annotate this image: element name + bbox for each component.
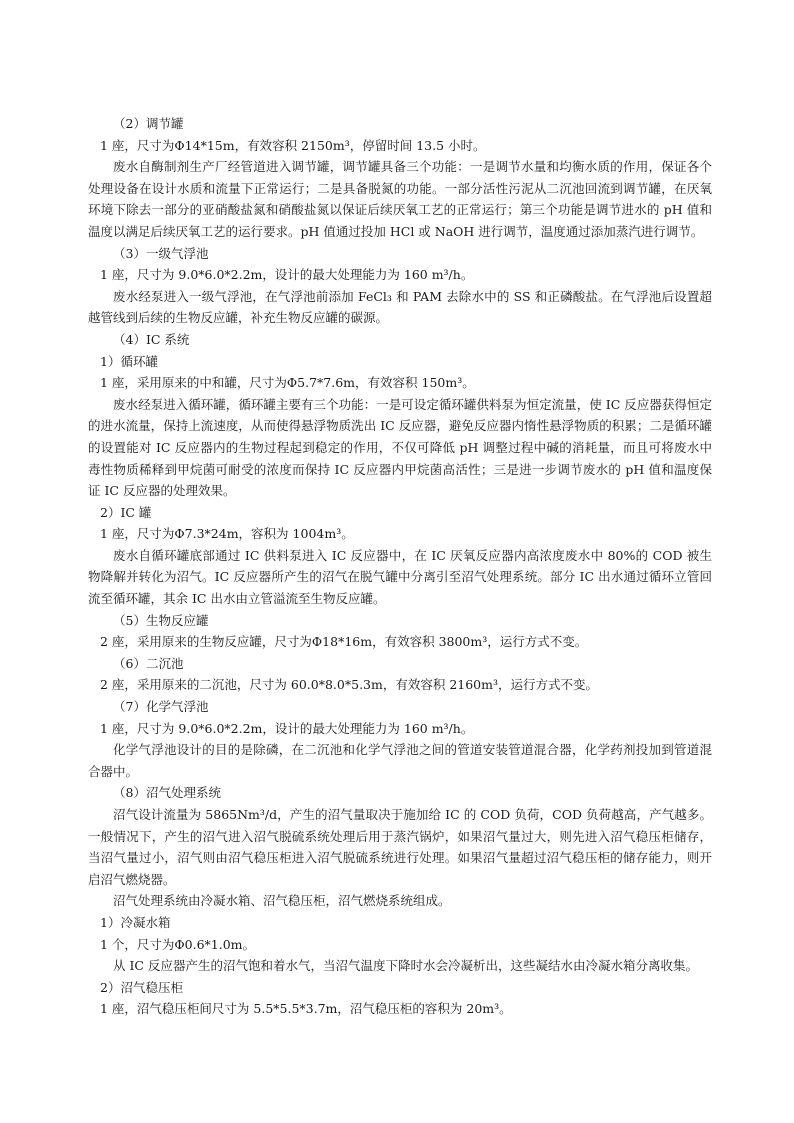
section-heading: （8）沼气处理系统: [113, 785, 221, 801]
spec-line: 1 座，尺寸为Φ14*15m，有效容积 2150m³，停留时间 13.5 小时。: [100, 137, 486, 153]
document-body: [88, 113, 712, 1020]
paragraph: 废水自循环罐底部通过 IC 供料泵进入 IC 反应器中，在 IC 厌氧反应器内高浓度废水中 80%的 COD 被生物降解并转化为沼气。IC 反应器所产生的沼气在脱气罐中分离引至沼气处理系统。部分 IC 出水通过循环立管回流至循环罐，其余 IC 出水由立管溢流至生物反应罐。: [88, 547, 712, 607]
section-heading: （2）调节罐: [113, 116, 184, 131]
subsection-heading: 1）循环罐: [100, 353, 158, 369]
paragraph: 沼气处理系统由冷凝水箱、沼气稳压柜，沼气燃烧系统组成。: [113, 893, 451, 909]
spec-line: 1 个，尺寸为Φ0.6*1.0m。: [100, 936, 256, 952]
spec-line: 1 座，沼气稳压柜间尺寸为 5.5*5.5*3.7m，沼气稳压柜的容积为 20m³。: [100, 1001, 512, 1017]
spec-line: 1 座，尺寸为 9.0*6.0*2.2m，设计的最大处理能力为 160 m³/h。: [100, 267, 474, 283]
paragraph: 从 IC 反应器产生的沼气饱和着水气，当沼气温度下降时水会冷凝析出，这些凝结水由冷凝水箱分离收集。: [113, 958, 698, 974]
section-heading: （7）化学气浮池: [113, 699, 209, 715]
spec-line: 2 座，采用原来的二沉池，尺寸为 60.0*8.0*5.3m，有效容积 2160m³，运行方式不变。: [100, 677, 598, 693]
spec-line: 2 座，采用原来的生物反应罐，尺寸为Φ18*16m，有效容积 3800m³，运行方式不变。: [100, 634, 588, 650]
paragraph: 沼气设计流量为 5865Nm³/d，产生的沼气量取决于施加给 IC 的 COD 负荷，COD 负荷越高，产气越多。一般情况下，产生的沼气进入沼气脱硫系统处理后用于蒸汽锅炉，如果沼气量过大，则先进入沼气稳压柜储存，当沼气量过小，沼气则由沼气稳压柜进入沼气脱硫系统进行处理。如果沼气量超过沼气稳压柜的储存能力，则开启沼气燃烧器。: [88, 807, 712, 887]
paragraph: 废水经泵进入循环罐，循环罐主要有三个功能：一是可设定循环罐供料泵为恒定流量，使 IC 反应器获得恒定的进水流量，保持上流速度，从而使得悬浮物质洗出 IC 反应器，避免反应器内惰性悬浮物质的积累；二是循环罐的设置能对 IC 反应器内的生物过程起到稳定的作用，不仅可降低 pH 调整过程中碱的消耗量，而且可将废水中毒性物质稀释到甲烷菌可耐受的浓度而保持 IC 反应器内甲烷菌高活性；三是进一步调节废水的 pH 值和温度保证 IC 反应器的处理效果。: [88, 396, 712, 499]
spec-line: 1 座，采用原来的中和罐，尺寸为Φ5.7*7.6m，有效容积 150m³。: [100, 375, 475, 391]
section-heading: （3）一级气浮池: [113, 245, 209, 261]
spec-line: 1 座，尺寸为Φ7.3*24m，容积为 1004m³。: [100, 526, 354, 542]
paragraph: 废水自酶制剂生产厂经管道进入调节罐，调节罐具备三个功能：一是调节水量和均衡水质的作用，保证各个处理设备在设计水质和流量下正常运行；二是具备脱氮的功能。一部分活性污泥从二沉池回流到调节罐，在厌氧环境下除去一部分的亚硝酸盐氮和硝酸盐氮以保证后续厌氧工艺的正常运行；第三个功能是调节进水的 pH 值和温度以满足后续厌氧工艺的运行要求。pH 值通过投加 HCl 或 NaOH 进行调节，温度通过添加蒸汽进行调节。: [88, 159, 712, 239]
section-heading: （6）二沉池: [113, 655, 184, 671]
section-heading: （4）IC 系统: [113, 331, 190, 347]
paragraph: 化学气浮池设计的目的是除磷，在二沉池和化学气浮池之间的管道安装管道混合器，化学药剂投加到管道混合器中。: [88, 742, 712, 779]
subsection-heading: 1）冷凝水箱: [100, 914, 171, 930]
subsection-heading: 2）IC 罐: [100, 504, 152, 520]
subsection-heading: 2）沼气稳压柜: [100, 979, 183, 995]
paragraph: 废水经泵进入一级气浮池，在气浮池前添加 FeCl₃ 和 PAM 去除水中的 SS 和正磷酸盐。在气浮池后设置超越管线到后续的生物反应罐，补充生物反应罐的碳源。: [88, 288, 712, 326]
spec-line: 1 座，尺寸为 9.0*6.0*2.2m，设计的最大处理能力为 160 m³/h。: [100, 720, 474, 736]
section-heading: （5）生物反应罐: [113, 612, 209, 628]
